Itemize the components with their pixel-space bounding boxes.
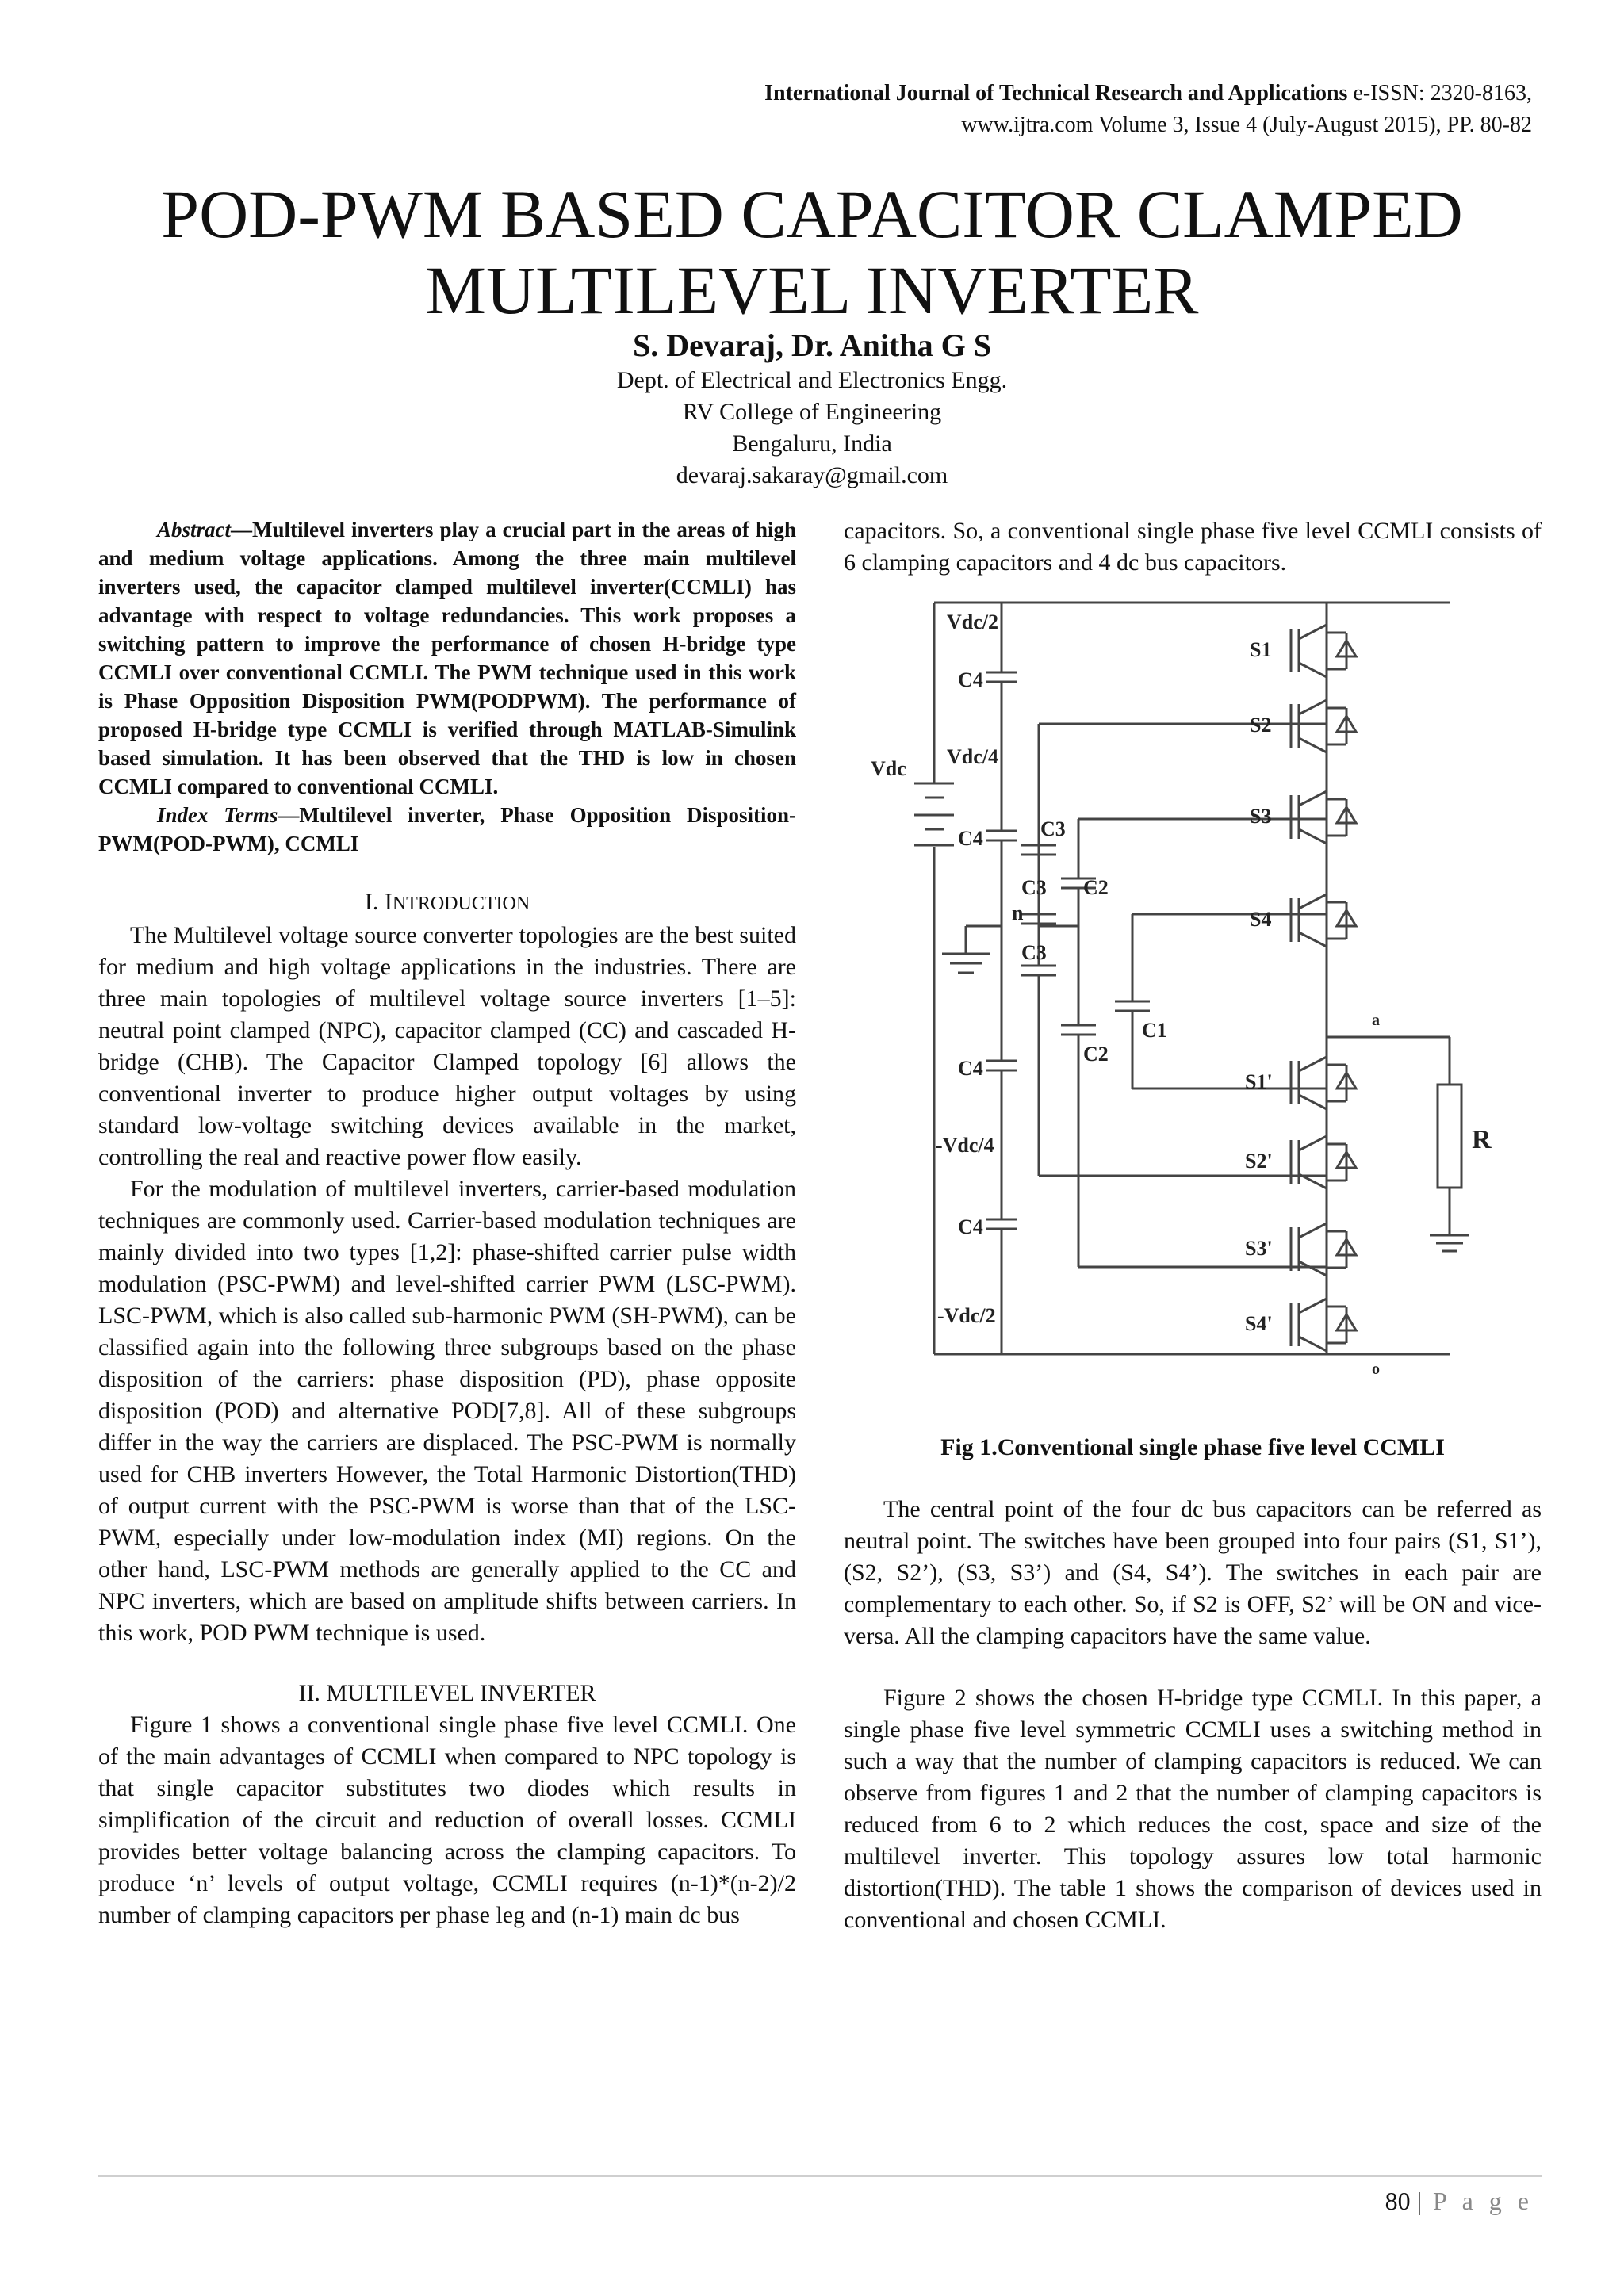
abstract [98,515,796,801]
label-s2: S2 [1250,714,1272,737]
right-column [844,515,1542,1936]
label-vdc: Vdc [871,757,906,780]
label-s1: S1 [1250,638,1272,661]
label-s4: S4 [1250,908,1272,931]
right-paragraph-2: Figure 2 shows the chosen H-bridge type CCMLI. In this paper, a single phase five level symmetric CCMLI uses a switching method in such a way that the number of clamping capacitors is reduced. We can observe from figures 1 and 2 that the number of clamping capacitors is reduced from 6 to 2 which reduces the cost, space and size of the multilevel inverter. This topology assures low total harmonic distortion(THD). The table 1 shows the comparison of devices used in conventional and chosen CCMLI. [844,1685,1542,1933]
section-heading-multilevel-inverter: II. MULTILEVEL INVERTER [298,1680,596,1706]
figure-1 [844,593,1542,1425]
author-affiliation [0,365,1624,492]
affiliation-college: RV College of Engineering [682,399,942,425]
journal-issn: e-ISSN: 2320-8163, [1347,81,1532,105]
index-terms [98,801,796,858]
paper-title-line2: MULTILEVEL INVERTER [425,252,1199,328]
switch-s2-prime-icon [1291,1136,1356,1188]
switch-s2-icon [1291,700,1356,752]
label-a: a [1372,1012,1380,1029]
label-s2-prime: S2' [1245,1150,1273,1173]
igbt-switches [1291,625,1356,1351]
switch-s1-icon [1291,625,1356,677]
paper-authors: S. Devaraj, Dr. Anitha G S [633,327,991,363]
right-paragraph-1: The central point of the four dc bus capacitors can be referred as neutral point. The switches have been grouped into four pairs (S1, S1’), (S2, S2’), (S3, S3’) and (S4, S4’). The switches in each pair are complementary to each other. So, if S2 is OFF, S2’ will be ON and vice-versa. All the clamping capacitors have the same value. [844,1496,1542,1649]
intro-paragraph-1: The Multilevel voltage source converter topologies are the best suited for medium and high voltage applications in the industries. There are three main topologies of multilevel voltage source inverters [1–5]: neutral point clamped (NPC), capacitor clamped (CC) and cascaded H-bridge (CHB). The Capacitor Clamped topology [6] allows the conventional inverter to produce higher output voltages by using standard low-voltage switching devices available in the market, controlling the real and reactive power flow easily. [98,922,796,1170]
label-vdc4-neg: -Vdc/4 [936,1134,994,1157]
abstract-lead: Abstract [157,518,232,541]
label-n: n [1012,901,1024,924]
abstract-text: —Multilevel inverters play a crucial part in the areas of high and medium voltage applications. Among the three main multilevel inverters used, the capacitor clamped multilevel inverter(CCMLI) has advantage with respect to voltage redundancies. This work proposes a switching pattern to improve the performance of chosen H-bridge type CCMLI over conventional CCMLI. The PWM technique used in this work is Phase Opposition Disposition PWM(PODPWM). The performance of proposed H-bridge type CCMLI is verified through MATLAB-Simulink based simulation. It has been observed that the THD is low in chosen CCMLI compared to conventional CCMLI. [98,518,796,798]
page-label: P a g e [1421,2187,1534,2215]
right-paragraph-0: capacitors. So, a conventional single phase five level CCMLI consists of 6 clamping capacitors and 4 dc bus capacitors. [844,518,1542,576]
label-c4-4: C4 [958,1215,983,1238]
label-c4-2: C4 [958,827,983,850]
label-s3-prime: S3' [1245,1237,1273,1260]
left-column [98,515,796,1931]
affiliation-dept: Dept. of Electrical and Electronics Engg. [616,367,1008,393]
label-c4-1: C4 [958,668,983,691]
label-c2-1: C2 [1083,876,1109,899]
label-c3-1: C3 [1040,817,1066,840]
affiliation-city: Bengaluru, India [732,430,892,457]
label-c1: C1 [1142,1019,1167,1042]
label-vdc2-neg: -Vdc/2 [937,1304,996,1327]
journal-header [764,78,1532,141]
label-c3-2: C3 [1021,876,1047,899]
label-vdc2-top: Vdc/2 [947,610,998,633]
label-s4-prime: S4' [1245,1312,1273,1335]
page-number-value: 80 | [1385,2187,1422,2215]
circuit-diagram [871,593,1515,1386]
index-terms-lead: Index Terms [157,803,278,827]
label-s3: S3 [1250,805,1272,828]
multilevel-paragraph-1: Figure 1 shows a conventional single phase five level CCMLI. One of the main advantages of CCMLI when compared to NPC topology is that single capacitor substitutes two diodes which results in simplification of the circuit and reduction of overall losses. CCMLI provides better voltage balancing across the clamping capacitors. To produce ‘n’ levels of output voltage, CCMLI requires (n-1)*(n-2)/2 number of clamping capacitors per phase leg and (n-1) main dc bus [98,1712,796,1928]
affiliation-email: devaraj.sakaray@gmail.com [676,462,948,488]
paper-title [0,176,1624,328]
label-r: R [1472,1125,1492,1154]
label-c4-3: C4 [958,1057,983,1080]
index-terms-text: —Multilevel inverter, Phase Opposition Disposition- PWM(POD-PWM), CCMLI [98,803,797,855]
section-heading-introduction [98,886,796,920]
label-vdc4: Vdc/4 [947,745,998,768]
switch-s4-prime-icon [1291,1299,1356,1351]
page-number [1385,2187,1534,2216]
journal-header-line1 [764,78,1532,109]
label-o: o [1372,1360,1380,1378]
section1-rest: NTRODUCTION [392,894,530,914]
label-c2-2: C2 [1083,1043,1109,1066]
label-c3-3: C3 [1021,941,1047,964]
switch-s3-icon [1291,791,1356,844]
figure-1-caption: Fig 1.Conventional single phase five level CCMLI [940,1434,1445,1460]
switch-s4-icon [1291,894,1356,947]
journal-name: International Journal of Technical Research and Applications [764,81,1348,105]
intro-paragraph-2: For the modulation of multilevel inverters, carrier-based modulation techniques are commonly used. Carrier-based modulation techniques are mainly divided into two types [1,2]: phase-shifted carrier pulse width modulation (PSC-PWM) and level-shifted carrier PWM (LSC-PWM). LSC-PWM, which is also called sub-harmonic PWM (SH-PWM), can be classified again into the following three subgroups based on the phase disposition of the carriers: phase disposition (PD), phase opposite disposition (POD) and alternative POD[7,8]. All of these subgroups differ in the way the carriers are displaced. The PSC-PWM is normally used for CHB inverters However, the Total Harmonic Distortion(THD) of output current with the PSC-PWM is worse than that of the LSC-PWM, especially under low-modulation index (MI) regions. On the other hand, LSC-PWM methods are generally applied to the CC and NPC inverters, which are based on amplitude shifts between carriers. In this work, POD PWM technique is used. [98,1176,796,1646]
footer-rule [98,2175,1542,2177]
label-s1-prime: S1' [1245,1070,1273,1093]
section1-num: I. I [364,889,393,915]
journal-header-line2: www.ijtra.com Volume 3, Issue 4 (July-August 2015), PP. 80-82 [961,113,1532,137]
paper-title-line1: POD-PWM BASED CAPACITOR CLAMPED [161,176,1463,252]
switch-s1-prime-icon [1291,1057,1356,1109]
